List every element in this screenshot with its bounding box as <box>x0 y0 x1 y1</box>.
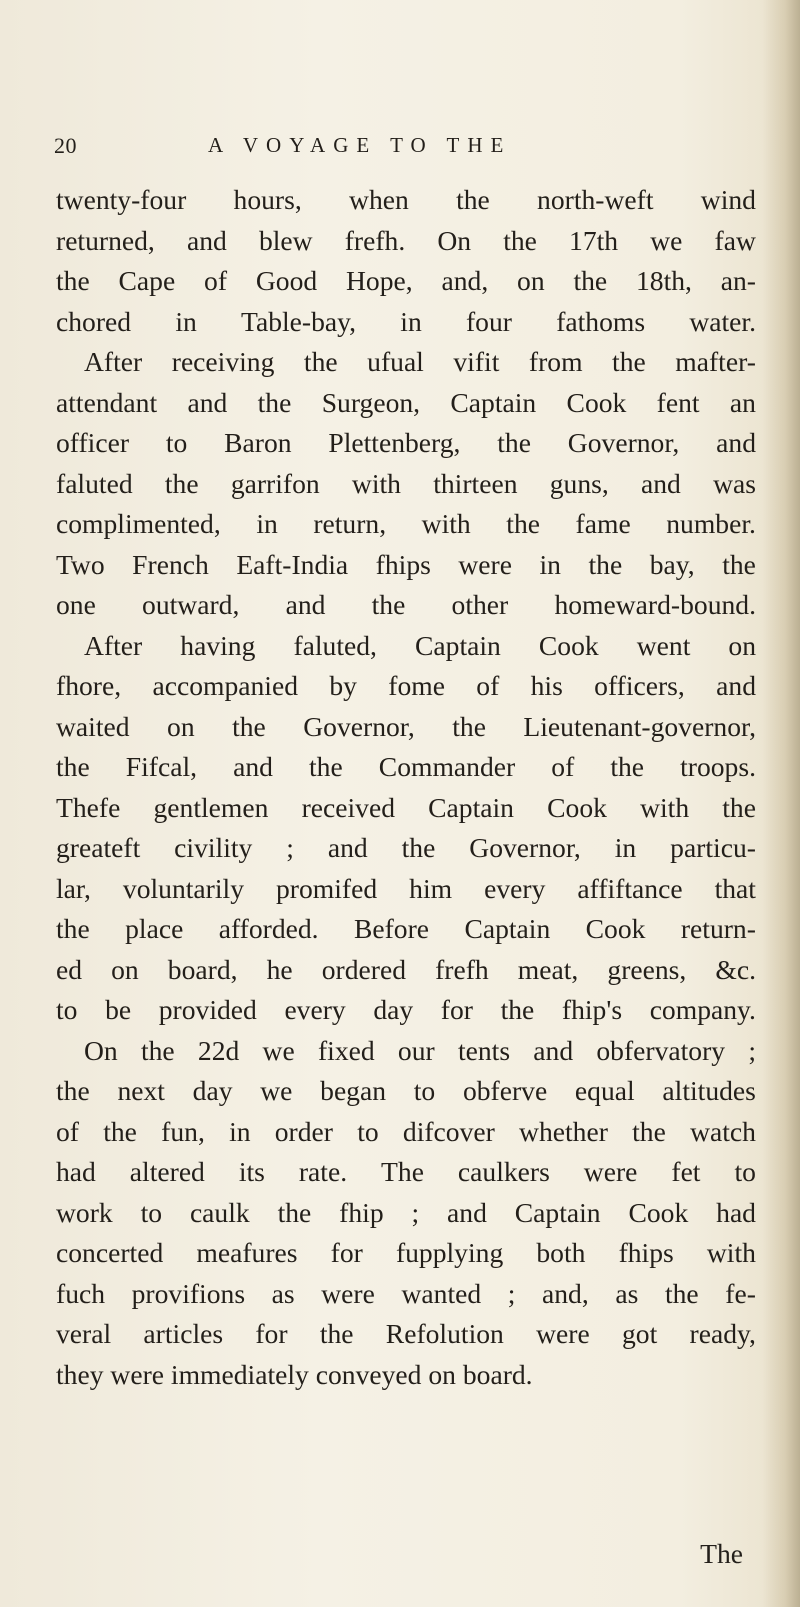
text-line: chored in Table-bay, in four fathoms water. <box>56 305 756 337</box>
text-line: On the 22d we fixed our tents and obfervatory ; <box>84 1034 756 1066</box>
text-line: veral articles for the Refolution were got ready, <box>56 1318 756 1349</box>
text-line: fhore, accompanied by fome of his officers, and <box>56 670 756 701</box>
text-line: the Cape of Good Hope, and, on the 18th, an- <box>56 265 756 296</box>
text-line: the next day we began to obferve equal altitudes <box>56 1075 756 1106</box>
text-line: work to caulk the fhip ; and Captain Cook had <box>56 1196 756 1228</box>
text-line: greateft civility ; and the Governor, in particu- <box>56 832 756 863</box>
text-line: officer to Baron Plettenberg, the Governor, and <box>56 427 756 458</box>
text-line: faluted the garrifon with thirteen guns, and was <box>56 467 756 499</box>
text-line: complimented, in return, with the fame number. <box>56 508 756 539</box>
page-number: 20 <box>54 133 77 158</box>
text-line: After having faluted, Captain Cook went on <box>84 629 756 661</box>
page-edge-shadow <box>762 0 800 1607</box>
text-line: ed on board, he ordered frefh meat, greens, &c. <box>56 953 756 985</box>
text-line: the Fifcal, and the Commander of the troops. <box>56 751 756 782</box>
body-text <box>56 180 756 1395</box>
text-line: the place afforded. Before Captain Cook return- <box>56 913 756 944</box>
text-line: had altered its rate. The caulkers were fet to <box>56 1156 756 1187</box>
text-line: twenty-four hours, when the north-weft wind <box>56 184 756 215</box>
running-head-title: A VOYAGE TO THE <box>208 133 512 157</box>
text-line: After receiving the ufual vifit from the mafter- <box>84 346 756 377</box>
text-line: fuch provifions as were wanted ; and, as the fe- <box>56 1277 756 1309</box>
text-line: they were immediately conveyed on board. <box>56 1358 533 1390</box>
text-line: waited on the Governor, the Lieutenant-governor, <box>56 710 756 742</box>
text-line: Two French Eaft-India fhips were in the bay, the <box>56 548 756 580</box>
text-line: concerted meafures for fupplying both fhips with <box>56 1237 756 1268</box>
text-line: lar, voluntarily promifed him every affiftance that <box>56 872 756 904</box>
catchword: The <box>700 1538 743 1569</box>
text-line: returned, and blew frefh. On the 17th we faw <box>56 224 756 256</box>
text-line: Thefe gentlemen received Captain Cook with the <box>56 791 756 823</box>
text-line: of the fun, in order to difcover whether the watch <box>56 1115 756 1147</box>
text-line: to be provided every day for the fhip's company. <box>56 994 756 1025</box>
running-head <box>54 133 754 163</box>
text-line: one outward, and the other homeward-bound. <box>56 589 756 620</box>
text-line: attendant and the Surgeon, Captain Cook fent an <box>56 386 756 418</box>
